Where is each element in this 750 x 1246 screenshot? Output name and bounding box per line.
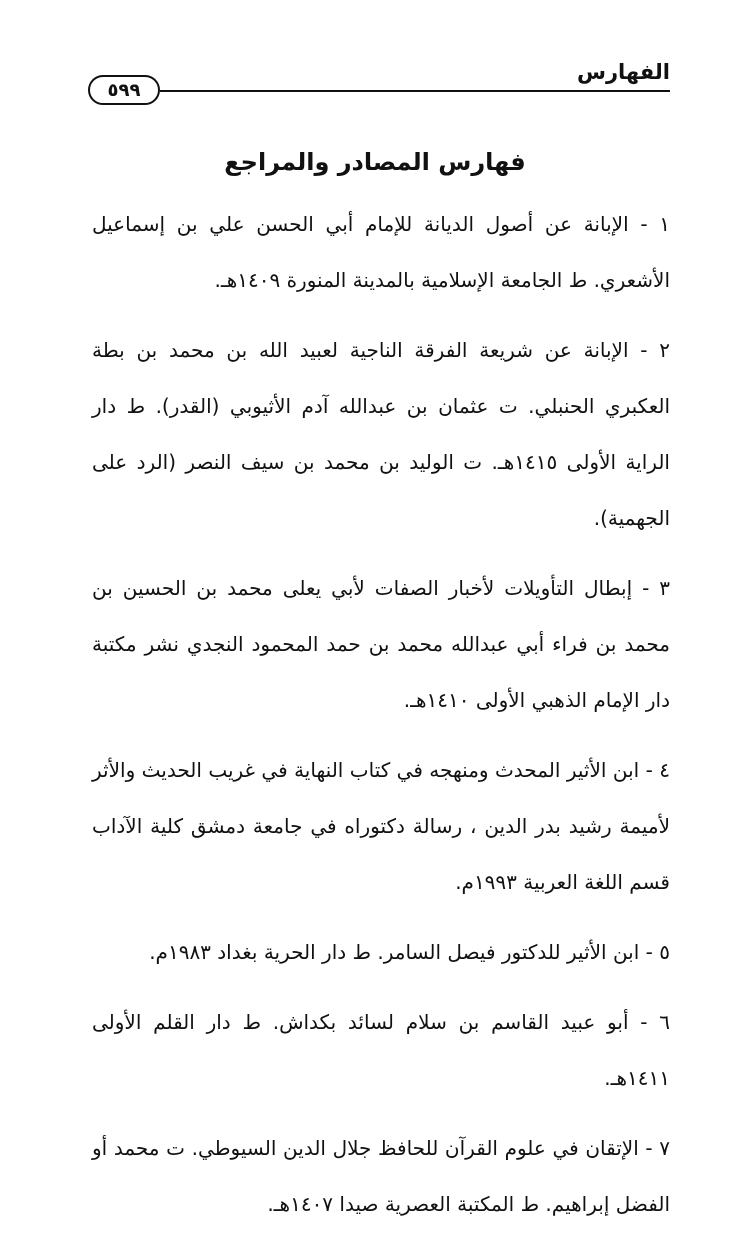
reference-entry [92, 560, 670, 728]
entry-text: ابن الأثير للدكتور فيصل السامر. ط دار الحرية بغداد ١٩٨٣م. [149, 940, 640, 964]
entry-text: الإبانة عن أصول الديانة للإمام أبي الحسن علي بن إسماعيل الأشعري. ط الجامعة الإسلامية بالمدينة المنورة ١٤٠٩هـ. [92, 212, 670, 292]
entry-number: ٣ - [642, 576, 670, 600]
entry-text: إبطال التأويلات لأخبار الصفات لأبي يعلى محمد بن الحسين بن محمد بن فراء أبي عبدالله محمد بن حمد المحمود النجدي نشر مكتبة دار الإمام الذهبي الأولى ١٤١٠هـ. [92, 576, 670, 712]
entry-number: ١ - [640, 212, 670, 236]
entry-number: ٥ - [645, 940, 670, 964]
entry-text: الإتقان في علوم القرآن للحافظ جلال الدين السيوطي. ت محمد أو الفضل إبراهيم. ط المكتبة العصرية صيدا ١٤٠٧هـ. [92, 1136, 670, 1216]
page-title: فهارس المصادر والمراجع [224, 148, 526, 176]
reference-entry [92, 322, 670, 546]
reference-entry [92, 924, 670, 980]
entry-text: ابن الأثير المحدث ومنهجه في كتاب النهاية في غريب الحديث والأثر لأميمة رشيد بدر الدين ، رسالة دكتوراه في جامعة دمشق كلية الآداب قسم اللغة العربية ١٩٩٣م. [92, 758, 670, 894]
reference-entry [92, 196, 670, 308]
reference-entry [92, 994, 670, 1106]
header-rule [160, 90, 670, 92]
entry-number: ٧ - [645, 1136, 670, 1160]
entry-text: أبو عبيد القاسم بن سلام لسائد بكداش. ط دار القلم الأولى ١٤١١هـ. [92, 1010, 670, 1090]
entry-number: ٦ - [640, 1010, 671, 1034]
running-title: الفهارس [576, 60, 670, 84]
page-number: ٥٩٩ [107, 79, 141, 101]
reference-entry [92, 1120, 670, 1232]
entry-number: ٢ - [640, 338, 670, 362]
page-header [88, 60, 670, 104]
reference-entry [92, 742, 670, 910]
entry-number: ٤ - [645, 758, 671, 782]
entry-text: الإبانة عن شريعة الفرقة الناجية لعبيد الله بن محمد بن بطة العكبري الحنبلي. ت عثمان بن عبدالله آدم الأثيوبي (القدر). ط دار الراية الأولى ١٤١٥هـ. ت الوليد بن محمد بن سيف النصر (الرد على الجهمية). [92, 338, 670, 530]
reference-list [92, 196, 670, 1246]
page-number-badge [88, 75, 160, 105]
